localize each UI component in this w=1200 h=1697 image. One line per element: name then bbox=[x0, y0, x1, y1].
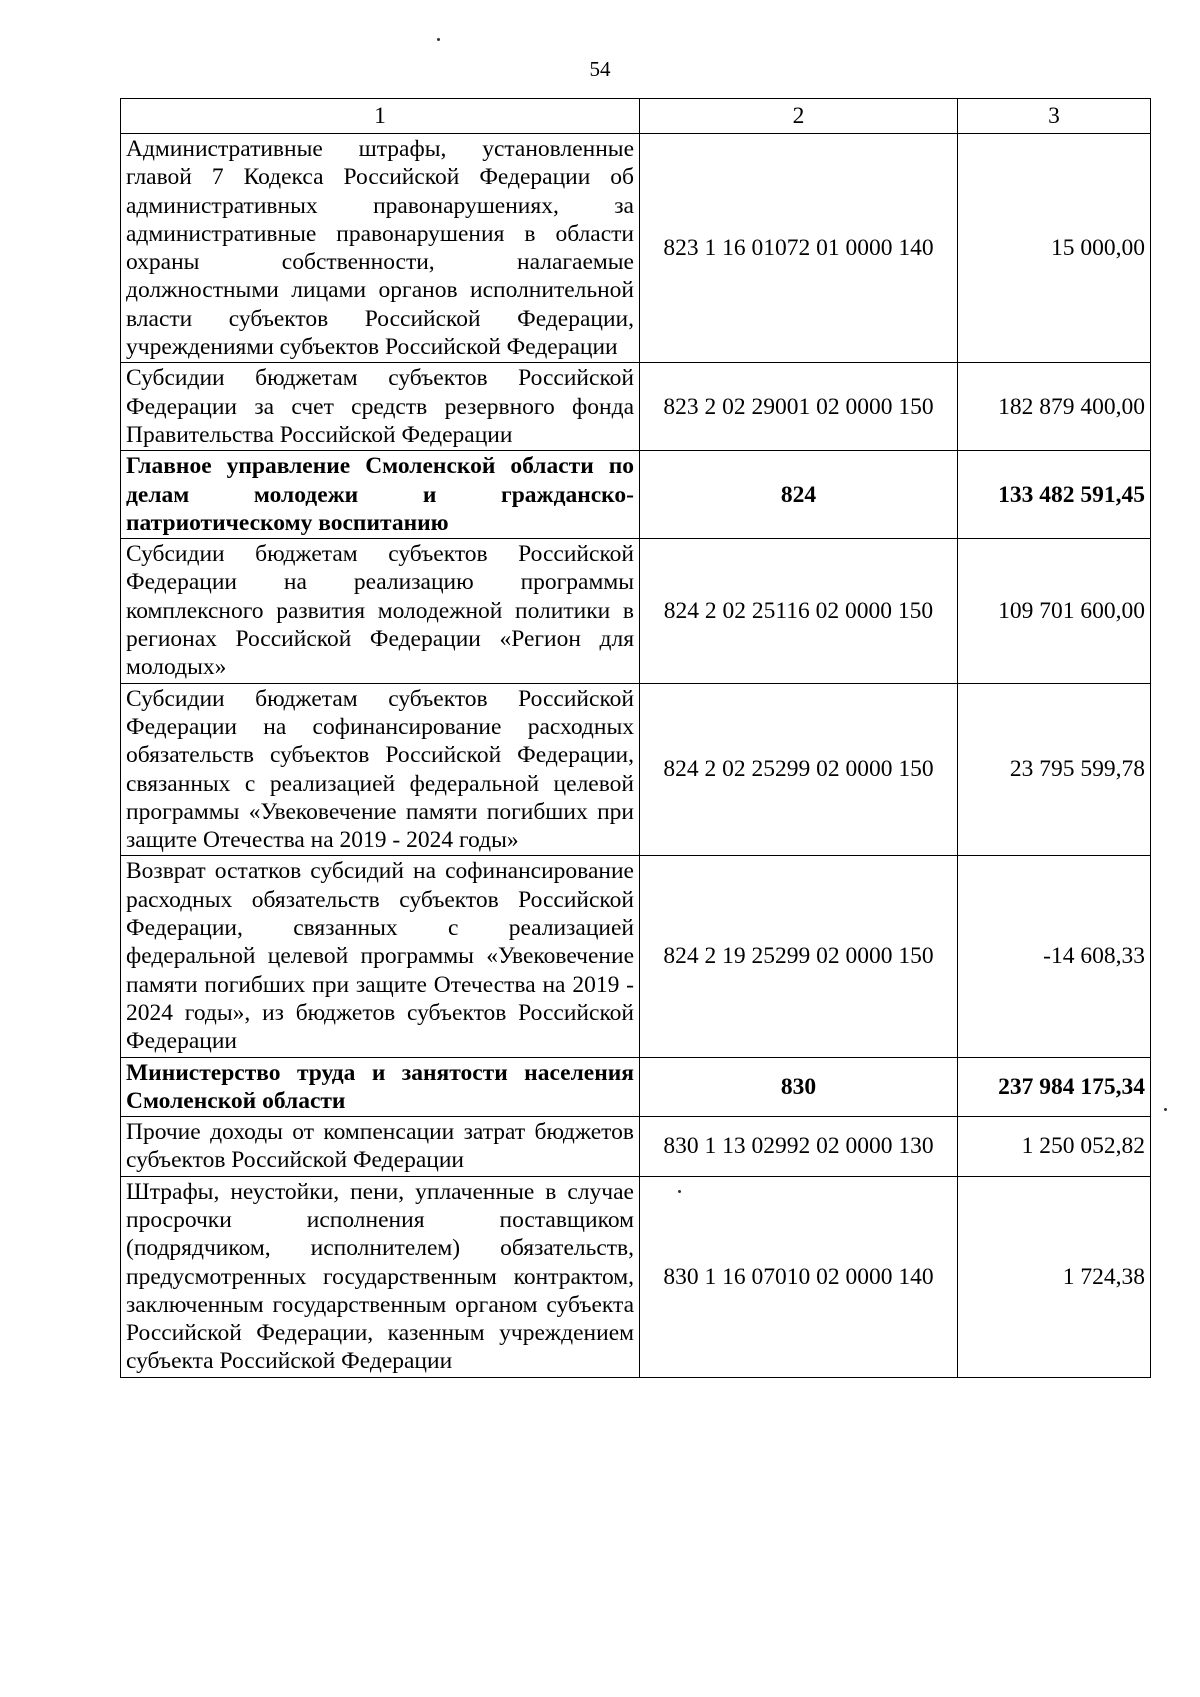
table-row bbox=[121, 539, 1151, 683]
row-description: Прочие доходы от компенсации затрат бюджетов субъектов Российской Федерации bbox=[121, 1117, 640, 1177]
column-header-amount: 3 bbox=[958, 99, 1151, 134]
row-description: Министерство труда и занятости населения Смоленской области bbox=[121, 1057, 640, 1117]
table-row bbox=[121, 683, 1151, 856]
row-description: Административные штрафы, установленные главой 7 Кодекса Российской Федерации об административных правонарушениях, за административные правонарушения в области охраны собственности, налагаемые должностными лицами органов исполнительной власти субъектов Российской Федерации, учреждениями субъектов Российской Федерации bbox=[121, 134, 640, 363]
scan-speck bbox=[678, 1190, 681, 1193]
row-amount: 109 701 600,00 bbox=[958, 539, 1151, 683]
row-code: 824 2 02 25299 02 0000 150 bbox=[640, 683, 958, 856]
table-row bbox=[121, 1176, 1151, 1377]
row-code: 830 1 16 07010 02 0000 140 bbox=[640, 1176, 958, 1377]
page-number: 54 bbox=[589, 57, 611, 81]
row-code: 830 bbox=[640, 1057, 958, 1117]
row-code: 823 1 16 01072 01 0000 140 bbox=[640, 134, 958, 363]
table-row bbox=[121, 363, 1151, 451]
scan-speck bbox=[1164, 1108, 1167, 1111]
row-amount: 237 984 175,34 bbox=[958, 1057, 1151, 1117]
budget-revenue-table bbox=[120, 98, 1151, 1378]
row-description: Возврат остатков субсидий на софинансирование расходных обязательств субъектов Российской Федерации, связанных с реализацией федеральной целевой программы «Увековечение памяти погибших при защите Отечества на 2019 - 2024 годы», из бюджетов субъектов Российской Федерации bbox=[121, 856, 640, 1057]
row-description: Субсидии бюджетам субъектов Российской Федерации за счет средств резервного фонда Правительства Российской Федерации bbox=[121, 363, 640, 451]
row-amount: 15 000,00 bbox=[958, 134, 1151, 363]
row-code: 823 2 02 29001 02 0000 150 bbox=[640, 363, 958, 451]
table-row bbox=[121, 856, 1151, 1057]
row-amount: 182 879 400,00 bbox=[958, 363, 1151, 451]
row-code: 824 2 19 25299 02 0000 150 bbox=[640, 856, 958, 1057]
table-row-section-header bbox=[121, 451, 1151, 539]
row-amount: 1 250 052,82 bbox=[958, 1117, 1151, 1177]
scan-speck bbox=[437, 38, 440, 41]
row-amount: -14 608,33 bbox=[958, 856, 1151, 1057]
row-amount: 133 482 591,45 bbox=[958, 451, 1151, 539]
row-code: 824 bbox=[640, 451, 958, 539]
column-header-code: 2 bbox=[640, 99, 958, 134]
row-description: Субсидии бюджетам субъектов Российской Федерации на реализацию программы комплексного развития молодежной политики в регионах Российской Федерации «Регион для молодых» bbox=[121, 539, 640, 683]
row-description: Штрафы, неустойки, пени, уплаченные в случае просрочки исполнения поставщиком (подрядчиком, исполнителем) обязательств, предусмотренных государственным контрактом, заключенным государственным органом субъекта Российской Федерации, казенным учреждением субъекта Российской Федерации bbox=[121, 1176, 640, 1377]
row-amount: 23 795 599,78 bbox=[958, 683, 1151, 856]
row-code: 824 2 02 25116 02 0000 150 bbox=[640, 539, 958, 683]
row-amount: 1 724,38 bbox=[958, 1176, 1151, 1377]
row-code: 830 1 13 02992 02 0000 130 bbox=[640, 1117, 958, 1177]
row-description: Главное управление Смоленской области по делам молодежи и гражданско-патриотическому воспитанию bbox=[121, 451, 640, 539]
table-row bbox=[121, 134, 1151, 363]
table-header-row bbox=[121, 99, 1151, 134]
table-row bbox=[121, 1117, 1151, 1177]
column-header-description: 1 bbox=[121, 99, 640, 134]
table-row-section-header bbox=[121, 1057, 1151, 1117]
row-description: Субсидии бюджетам субъектов Российской Федерации на софинансирование расходных обязательств субъектов Российской Федерации, связанных с реализацией федеральной целевой программы «Увековечение памяти погибших при защите Отечества на 2019 - 2024 годы» bbox=[121, 683, 640, 856]
